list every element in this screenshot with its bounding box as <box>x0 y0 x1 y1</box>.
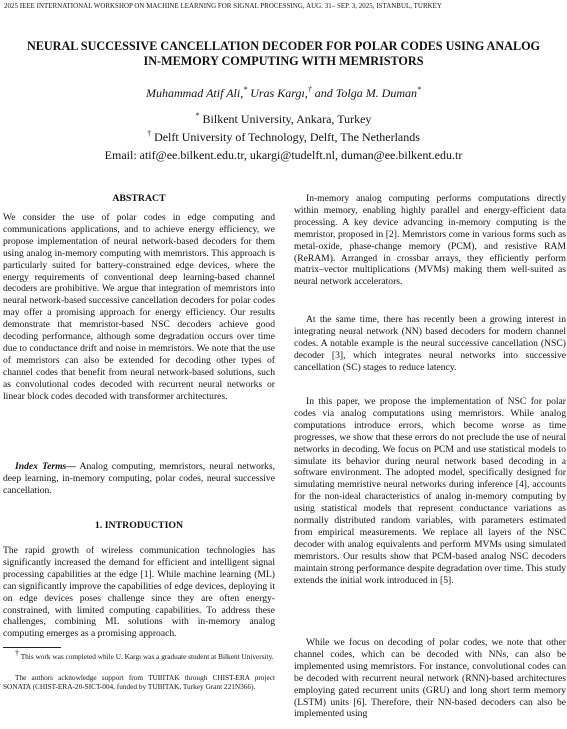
title-line-1: NEURAL SUCCESSIVE CANCELLATION DECODER FOR POLAR CODES USING ANALOG <box>26 39 541 53</box>
abstract-heading: ABSTRACT <box>112 193 166 204</box>
affiliation-2-mark: † <box>147 129 152 138</box>
author-1-mark: * <box>243 85 248 94</box>
index-terms <box>3 461 275 497</box>
affiliation-1 <box>0 112 567 127</box>
paper-title <box>10 39 557 69</box>
footnote-1-text: This work was completed while U. Kargı was a graduate student at Bilkent University. <box>20 652 274 661</box>
author-emails: Email: atif@ee.bilkent.edu.tr, ukargi@tudelft.nl, duman@ee.bilkent.edu.tr <box>104 148 463 162</box>
author-2: Uras Kargı, <box>250 86 308 100</box>
author-3-mark: * <box>417 85 422 94</box>
title-line-2: IN-MEMORY COMPUTING WITH MEMRISTORS <box>143 54 424 68</box>
index-terms-text: Analog computing, memristors, neural networks, deep learning, in-memory computing, polar codes, neural successive cancellation. <box>3 461 275 496</box>
right-paragraph-2: At the same time, there has recently been a growing interest in integrating neural network (NN) based decoders for modern channel codes. A notable example is the neural successive cancellation (NSC) decoder [3], which integrates neural networks into successive cancellation (SC) stages to reduce latency. <box>294 314 566 373</box>
abstract-text: We consider the use of polar codes in edge computing and communications applications, and to achieve energy efficiency, we propose implementation of neural network-based decoders for them using analog in-memory computing with memristors. This approach is particularly suited for battery-constrained edge devices, where the energy requirements of conventional deep learning-based channel decoders are prohibitive. We argue that integration of memristors into neural network-based successive cancellation decoders for polar codes may offer a promising approach for energy efficiency. Our results demonstrate that memristor-based NSC decoders achieve good decoding performance, although some degradation occurs over time due to conductance drift and noise in memristors. We note that the use of memristors can also be extended for decoding other types of channel codes that benefit from neural network-based solutions, such as convolutional codes decoded with recurrent neural networks or linear block codes decoded with transformer architectures. <box>3 212 275 402</box>
right-paragraph-1: In-memory analog computing performs computations directly within memory, enabling highly parallel and energy-efficient data processing. A key device advancing in-memory computing is the memristor, proposed in [2]. Memristors come in various forms such as metal-oxide, phase-change memory (PCM), and resistive RAM (ReRAM). Arranged in crossbar arrays, they efficiently perform matrix–vector multiplications (MVMs) making them well-suited as neural network accelerators. <box>294 193 566 288</box>
introduction-heading: 1. INTRODUCTION <box>94 520 184 531</box>
affiliation-1-text: Bilkent University, Ankara, Turkey <box>202 112 372 126</box>
footnote-rule <box>3 647 61 648</box>
author-2-mark: † <box>307 85 312 94</box>
right-paragraph-4: While we focus on decoding of polar codes, we note that other channel codes, which can be decoded with NNs, can also be implemented using memristors. For instance, convolutional codes can be decoded with recurrent neural network (RNN)-based architectures employing gated recurrent units (GRU) and long short term memory (LSTM) units [6]. Therefore, their NN-based decoders can also be implemented using <box>294 637 566 720</box>
introduction-text: The rapid growth of wireless communication technologies has significantly increased the demand for efficient and intelligent signal processing capabilities at the edge [1]. While machine learning (ML) can significantly improve the capabilities of edge devices, deploying it on edge devices poses challenge since they are often energy-constrained, with limited computing capabilities. To address these challenges, combining ML solutions with in-memory analog computing emerges as a promising approach. <box>3 545 275 640</box>
footnote-1 <box>3 648 275 661</box>
author-3: and Tolga M. Duman <box>314 86 418 100</box>
affiliation-1-mark: * <box>195 111 200 120</box>
footnote-1-mark: † <box>15 648 19 658</box>
running-header: 2025 IEEE INTERNATIONAL WORKSHOP ON MACHINE LEARNING FOR SIGNAL PROCESSING, AUG. 31– SEP. 3, 2025, ISTANBUL, TURKEY <box>4 3 442 10</box>
author-list <box>0 86 567 101</box>
affiliation-2 <box>0 130 567 145</box>
affiliation-2-text: Delft University of Technology, Delft, The Netherlands <box>154 130 420 144</box>
footnote-2: The authors acknowledge support from TUBITAK through CHIST-ERA project SONATA (CHIST-ERA-20-SICT-004, funded by TUBITAK, Turkey Grant 221N366). <box>3 673 275 692</box>
right-paragraph-3: In this paper, we propose the implementation of NSC for polar codes via analog computations using memristors. While analog computations introduce errors, which become worse as time progresses, we show that these errors do not preclude the use of neural networks in decoding. We focus on PCM and use statistical models to simulate its behavior during neural network based decoding in a software environment. The adopted model, specifically designed for simulating memristive neural networks during inference [4], accounts for the non-ideal characteristics of analog in-memory computing by using statistical models that represent conductance variations as normally distributed random variables, with parameters estimated from empirical measurements. We replace all layers of the NSC decoder with analog equivalents and perform MVMs using simulated memristors. Our results show that PCM-based analog NSC decoders maintain strong performance despite degradation over time. This study extends the initial work introduced in [5]. <box>294 396 566 586</box>
author-1: Muhammad Atif Ali, <box>145 86 244 100</box>
index-terms-label: Index Terms— <box>15 461 76 472</box>
